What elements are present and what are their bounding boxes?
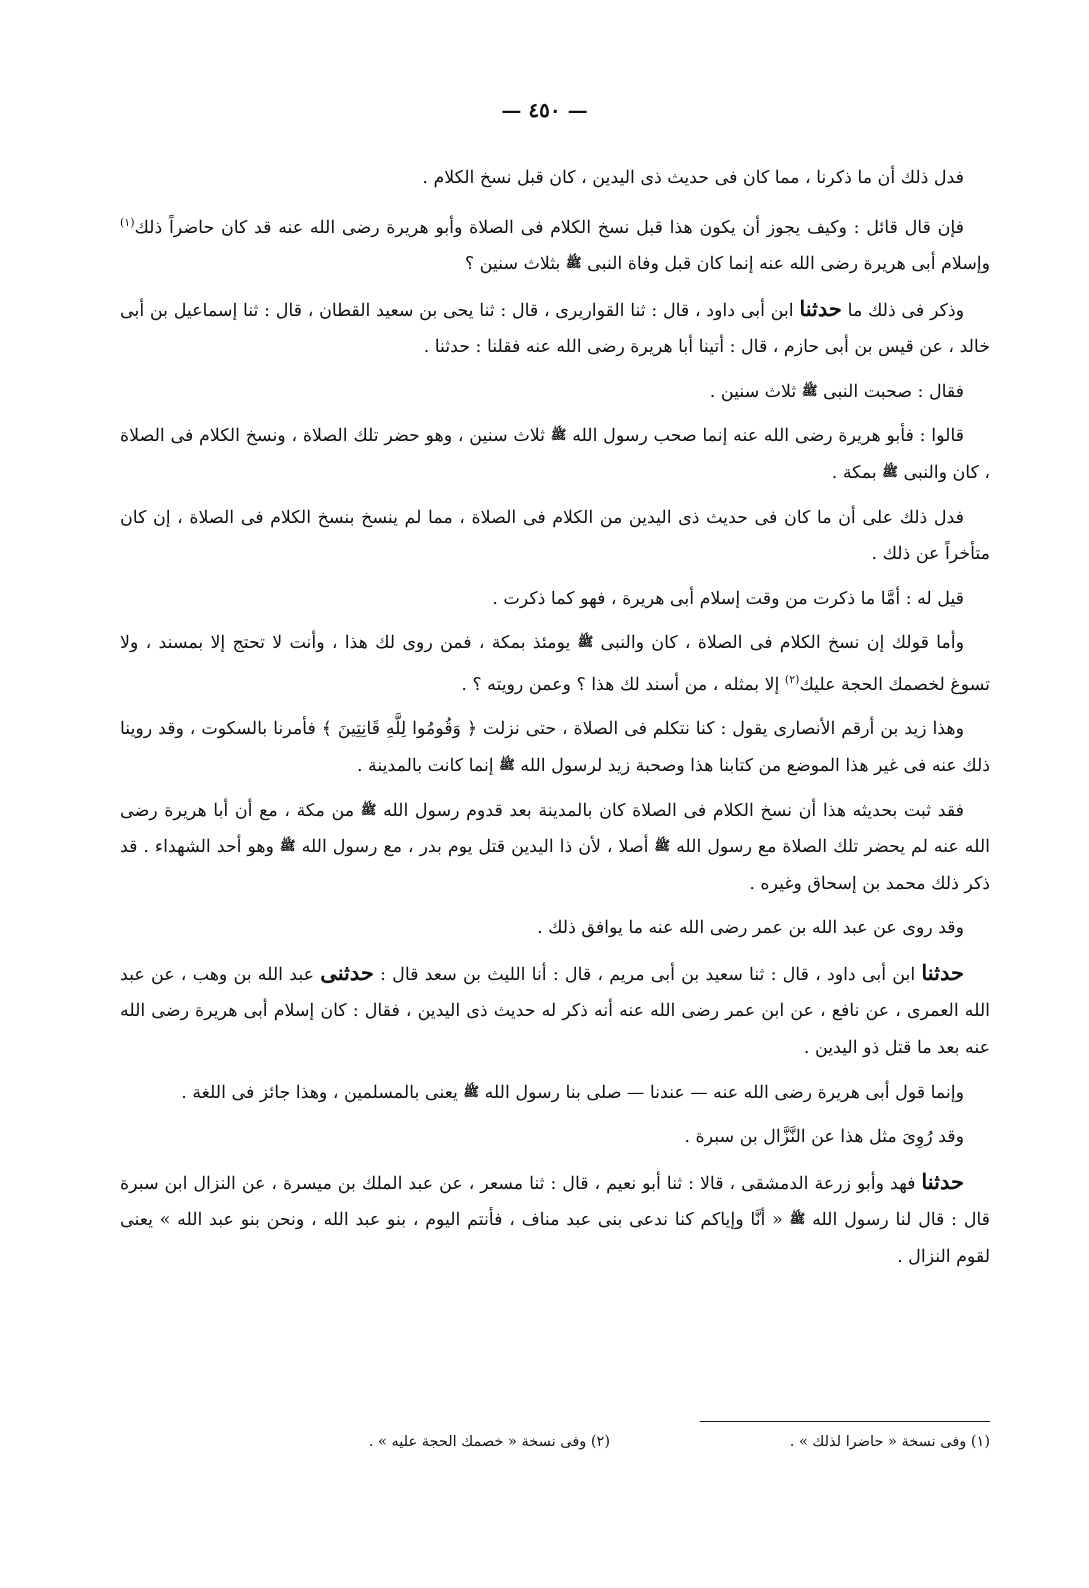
page-number: — ٤٥٠ — xyxy=(501,98,588,122)
text-span: بثلاث سنين ؟ xyxy=(464,253,566,274)
salla-honorific-icon: ﷺ xyxy=(499,757,515,773)
text-span: فقد ثبت بحديثه هذا أن نسخ الكلام فى الصلاة كان بالمدينة بعد قدوم رسول الله xyxy=(376,800,964,821)
text-span: إلا بمثله ، من أسند لك هذا ؟ وعمن رويته ؟ . xyxy=(461,674,785,695)
footnote-ref-2: (٢) xyxy=(784,672,800,686)
haddathana-heading: حدثنا xyxy=(921,959,964,985)
text-span: فدل ذلك أن ما ذكرنا ، مما كان فى حديث ذى اليدين ، كان قبل نسخ الكلام . xyxy=(422,168,964,188)
paragraph-1 xyxy=(120,160,990,197)
salla-honorific-icon: ﷺ xyxy=(801,383,818,399)
footnote-ref-1: (١) xyxy=(120,215,135,229)
text-span: يعنى بالمسلمين ، وهذا جائز فى اللغة . xyxy=(181,1082,464,1103)
paragraph-5 xyxy=(120,418,990,491)
footnote-2: (٢) وفى نسخة « خصمك الحجة عليه » . xyxy=(368,1434,610,1450)
text-span: بمكة . xyxy=(831,462,883,483)
text-span: وقد رُوِىَ مثل هذا عن النَّزَّال بن سبرة . xyxy=(684,1127,964,1148)
text-span: وإسلام أبى هريرة رضى الله عنه إنما كان قبل وفاة النبى xyxy=(581,253,990,274)
text-span: ثلاث سنين ، وهو حضر تلك الصلاة ، ونسخ الكلام فى الصلاة ، كان والنبى xyxy=(120,426,990,483)
haddathana-heading: حدثنا xyxy=(921,1168,964,1194)
salla-honorific-icon: ﷺ xyxy=(360,802,377,818)
text-span: فدل ذلك على أن ما كان فى حديث ذى اليدين من الكلام فى الصلاة ، مما لم ينسخ بنسخ الكلام فى الصلاة ، إن كان متأخراً عن ذلك . xyxy=(120,507,990,565)
text-span: ثلاث سنين . xyxy=(709,381,802,402)
paragraph-2 xyxy=(120,205,990,283)
text-span: فإن قال قائل : وكيف يجوز أن يكون هذا قبل نسخ الكلام فى الصلاة وأبو هريرة رضى الله عنه قد كان حاضراً ذلك xyxy=(134,217,964,238)
text-span: وإنما قول أبى هريرة رضى الله عنه — عندنا — صلى بنا رسول الله xyxy=(479,1082,964,1103)
text-span: فهد وأبو زرعة الدمشقى ، قالا : ثنا أبو نعيم ، قال : ثنا مسعر ، عن عبد الملك بن ميسرة ، عن النزال ابن سبرة قال : قال لنا رسول الله xyxy=(120,1173,990,1231)
paragraph-14 xyxy=(120,1119,990,1156)
salla-honorific-icon: ﷺ xyxy=(279,839,296,855)
salla-honorific-icon: ﷺ xyxy=(577,635,594,651)
text-span: وقد روى عن عبد الله بن عمر رضى الله عنه ما يوافق ذلك . xyxy=(537,918,964,939)
text-span: ابن أبى داود ، قال : ثنا سعيد بن أبى مريم ، قال : أنا الليث بن سعد قال : xyxy=(373,964,922,985)
paragraph-4 xyxy=(120,374,990,411)
paragraph-10 xyxy=(120,793,990,903)
text-span: ابن أبى داود ، قال : ثنا القواريرى ، قال : ثنا يحى بن سعيد القطان ، قال : ثنا إسماعيل بن أبى خالد ، عن قيس بن أبى حازم ، قال : أتينا أبا هريرة رضى الله عنه فقلنا : حدثنا . xyxy=(120,300,990,358)
text-span: وهو أحد الشهداء . قد ذكر ذلك محمد بن إسحاق وغيره . xyxy=(120,837,990,894)
salla-honorific-icon: ﷺ xyxy=(882,464,898,480)
text-span: قالوا : فأبو هريرة رضى الله عنه إنما صحب رسول الله xyxy=(566,426,964,447)
paragraph-9 xyxy=(120,711,990,784)
text-span: وأما قولك إن نسخ الكلام فى الصلاة ، كان والنبى xyxy=(593,633,964,654)
haddathana-heading: حدثنا xyxy=(799,295,842,321)
paragraph-3 xyxy=(120,291,990,366)
salla-honorific-icon: ﷺ xyxy=(654,839,671,855)
text-span: إنما كانت بالمدينة . xyxy=(356,755,500,776)
text-span: وذكر فى ذلك ما xyxy=(841,300,964,321)
salla-honorific-icon: ﷺ xyxy=(463,1084,480,1100)
paragraph-11 xyxy=(120,910,990,947)
text-span: « أنَّا وإياكم كنا ندعى بنى عبد مناف ، فأنتم اليوم ، بنو عبد الله ، ونحن بنو عبد الله » يعنى لقوم النزال . xyxy=(120,1210,990,1268)
paragraph-6 xyxy=(120,500,990,573)
paragraph-8 xyxy=(120,625,990,703)
haddathani-heading: حدثنى xyxy=(320,959,374,985)
text-span: وهذا زيد بن أرقم الأنصارى يقول : كنا نتكلم فى الصلاة ، حتى نزلت ﴿ وَقُومُوا لِلَّهِ قَانِتِينَ ﴾ فأمرنا بالسكوت ، وقد روينا ذلك عنه فى غير هذا الموضع من كتابنا هذا وصحبة زيد لرسول الله xyxy=(120,719,990,776)
paragraph-15 xyxy=(120,1164,990,1276)
salla-honorific-icon: ﷺ xyxy=(789,1212,806,1228)
salla-honorific-icon: ﷺ xyxy=(550,428,567,444)
footnote-1: (١) وفى نسخة « حاضرا لذلك » . xyxy=(789,1434,990,1450)
page-body xyxy=(120,160,990,1284)
text-span: قيل له : أمَّا ما ذكرت من وقت إسلام أبى هريرة ، فهو كما ذكرت . xyxy=(492,588,964,609)
footnotes xyxy=(240,1434,990,1464)
footnote-divider xyxy=(700,1421,990,1422)
salla-honorific-icon: ﷺ xyxy=(565,255,582,271)
text-span: يومئذ بمكة ، فمن روى لك هذا ، وأنت لا تحتج إلا بمسند ، ولا تسوغ لخصمك الحجة عليك xyxy=(120,633,990,695)
text-span: أصلا ، لأن ذا اليدين قتل يوم بدر ، مع رسول الله xyxy=(295,837,655,858)
text-span: عبد الله بن وهب ، عن عبد الله العمرى ، عن نافع ، عن ابن عمر رضى الله عنه أنه ذكر له حديث ذى اليدين ، فقال : كان إسلام أبى هريرة رضى الله عنه بعد ما قتل ذو اليدين . xyxy=(120,964,990,1059)
paragraph-7 xyxy=(120,581,990,618)
paragraph-12 xyxy=(120,955,990,1067)
text-span: من مكة ، مع أن أبا هريرة رضى الله عنه لم يحضر تلك الصلاة مع رسول الله xyxy=(120,800,990,858)
paragraph-13 xyxy=(120,1075,990,1112)
text-span: فقال : صحبت النبى xyxy=(817,381,964,402)
